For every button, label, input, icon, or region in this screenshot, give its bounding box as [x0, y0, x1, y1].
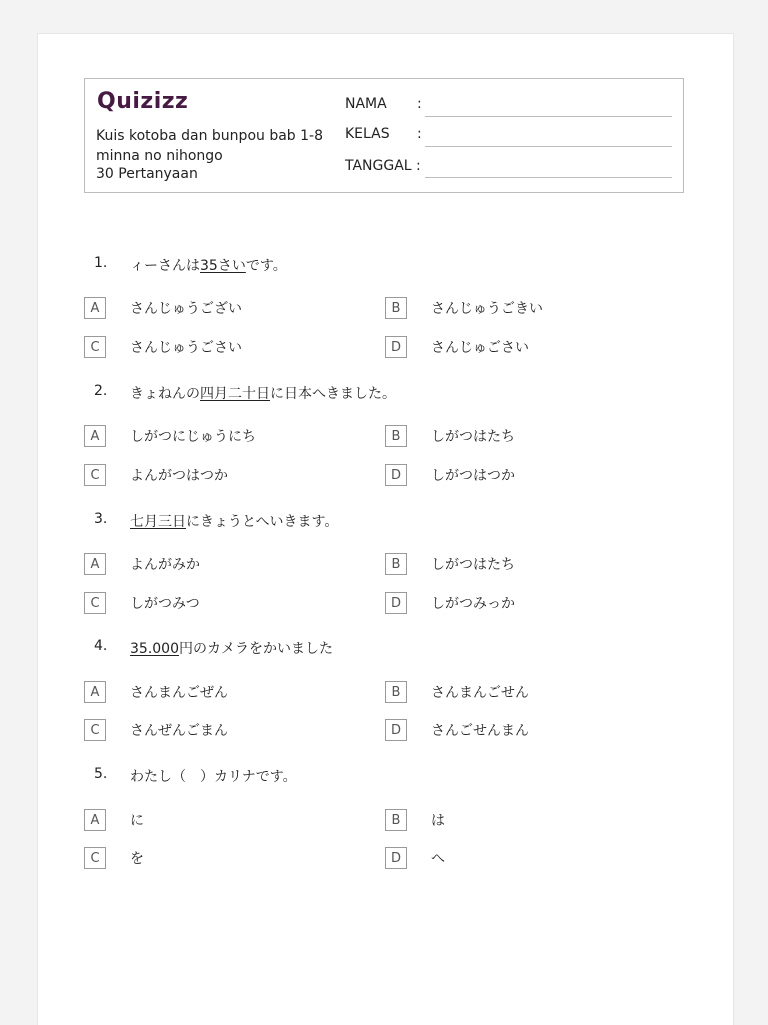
option-text[interactable]: さんじゅうごきい [431, 301, 543, 317]
option-letter-box[interactable]: D [385, 464, 407, 486]
question-number: 4. [94, 638, 108, 654]
option-letter-box[interactable]: C [84, 719, 106, 741]
option-letter-box[interactable]: B [385, 425, 407, 447]
option-letter-box[interactable]: B [385, 553, 407, 575]
option-text[interactable]: しがつにじゅうにち [130, 429, 256, 445]
option-letter-box[interactable]: B [385, 681, 407, 703]
quizizz-logo: Quizizz [97, 89, 189, 114]
option-letter-box[interactable]: A [84, 553, 106, 575]
underlined-term: 四月二十日 [200, 386, 270, 402]
option-text[interactable]: さんごせんまん [431, 723, 529, 739]
option-text[interactable]: しがつみっか [431, 596, 515, 612]
question-number: 1. [94, 255, 108, 271]
name-label: NAMA [345, 96, 387, 112]
option-text[interactable]: よんがつはつか [130, 468, 228, 484]
option-text[interactable]: よんがみか [130, 557, 200, 573]
class-colon: : [417, 126, 422, 142]
option-text[interactable]: を [130, 851, 144, 867]
option-letter-box[interactable]: B [385, 809, 407, 831]
question-text: ィーさんは35さいです。 [130, 258, 287, 274]
option-letter-box[interactable]: A [84, 297, 106, 319]
question-text: わたし（ ）カリナです。 [130, 769, 297, 785]
option-letter-box[interactable]: C [84, 847, 106, 869]
question-text: 35.000円のカメラをかいました [130, 641, 333, 657]
question-count: 30 Pertanyaan [96, 166, 198, 182]
option-text[interactable]: さんまんごせん [431, 685, 529, 701]
option-text[interactable]: さんじゅうござい [130, 301, 242, 317]
question-text: 七月三日にきょうとへいきます。 [130, 514, 339, 530]
option-letter-box[interactable]: D [385, 847, 407, 869]
question-number: 2. [94, 383, 108, 399]
underlined-term: 35さい [200, 258, 246, 274]
option-letter-box[interactable]: D [385, 336, 407, 358]
option-letter-box[interactable]: C [84, 336, 106, 358]
option-text[interactable]: さんじゅごさい [431, 340, 529, 356]
option-letter-box[interactable]: A [84, 681, 106, 703]
option-text[interactable]: さんまんごぜん [130, 685, 228, 701]
option-text[interactable]: さんじゅうごさい [130, 340, 242, 356]
question-text: きょねんの四月二十日に日本へきました。 [130, 386, 396, 402]
option-text[interactable]: へ [431, 851, 445, 867]
underlined-term: 35.000 [130, 641, 179, 657]
option-letter-box[interactable]: C [84, 464, 106, 486]
option-text[interactable]: に [130, 813, 144, 829]
option-text[interactable]: しがつはたち [431, 429, 515, 445]
question-number: 3. [94, 511, 108, 527]
class-field-line[interactable] [425, 146, 672, 147]
option-letter-box[interactable]: A [84, 809, 106, 831]
quiz-title: Kuis kotoba dan bunpou bab 1-8 minna no nihongo [96, 128, 324, 164]
option-letter-box[interactable]: C [84, 592, 106, 614]
option-text[interactable]: は [431, 813, 445, 829]
underlined-term: 七月三日 [130, 514, 186, 530]
option-letter-box[interactable]: A [84, 425, 106, 447]
option-text[interactable]: しがつはたち [431, 557, 515, 573]
option-text[interactable]: さんぜんごまん [130, 723, 228, 739]
name-colon: : [417, 96, 422, 112]
date-label: TANGGAL : [345, 158, 421, 174]
option-letter-box[interactable]: D [385, 719, 407, 741]
name-field-line[interactable] [425, 116, 672, 117]
question-number: 5. [94, 766, 108, 782]
class-label: KELAS [345, 126, 390, 142]
option-text[interactable]: しがつみつ [130, 596, 200, 612]
option-text[interactable]: しがつはつか [431, 468, 515, 484]
date-field-line[interactable] [425, 177, 672, 178]
option-letter-box[interactable]: B [385, 297, 407, 319]
option-letter-box[interactable]: D [385, 592, 407, 614]
worksheet-header [84, 78, 684, 193]
